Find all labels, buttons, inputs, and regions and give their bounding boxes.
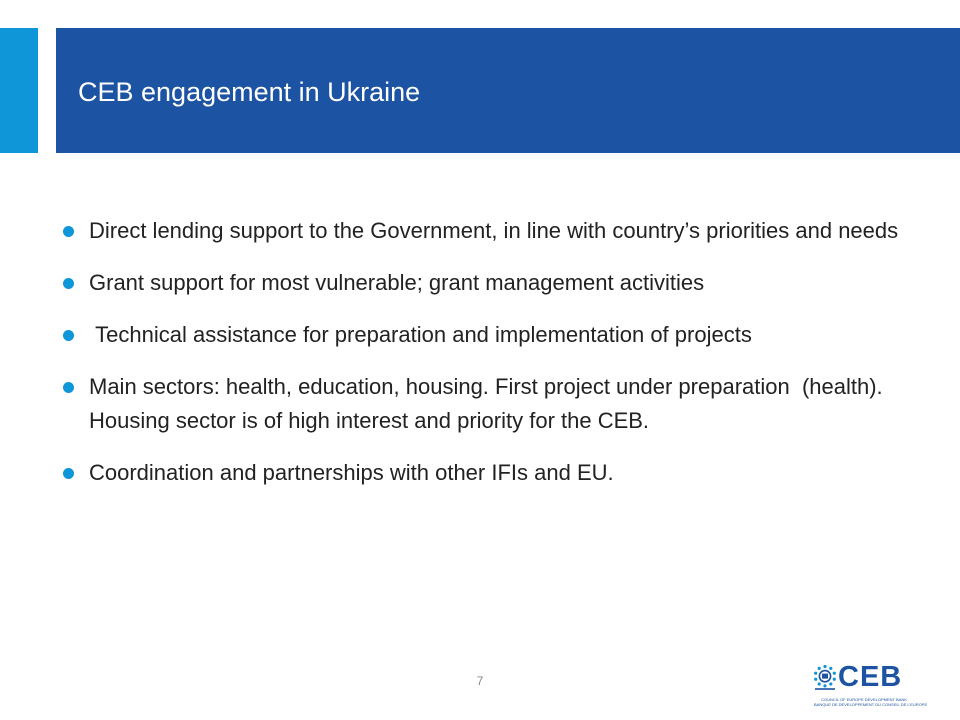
bullet-item xyxy=(62,318,922,352)
bullet-text: Technical assistance for preparation and implementation of projects xyxy=(89,322,752,347)
bullet-text: Grant support for most vulnerable; grant management activities xyxy=(89,270,705,295)
bullet-text: Main sectors: health, education, housing. First project under preparation (health). Housing sector is of high interest and priority for the CEB. xyxy=(89,374,889,433)
ceb-emblem-icon xyxy=(812,664,838,692)
bullet-dot-icon xyxy=(63,382,74,393)
page-number: 7 xyxy=(476,674,484,688)
title-banner xyxy=(56,28,960,153)
logo-wordmark: CEB xyxy=(838,661,903,693)
bullet-text: Direct lending support to the Government, in line with country’s priorities and needs xyxy=(89,218,899,243)
logo-subtitle-line1: COUNCIL OF EUROPE DEVELOPMENT BANK xyxy=(821,697,907,702)
ceb-logo xyxy=(812,661,928,710)
bullet-dot-icon xyxy=(63,330,74,341)
bullet-item xyxy=(62,370,922,438)
bullet-list xyxy=(62,214,922,508)
bullet-dot-icon xyxy=(63,226,74,237)
bullet-dot-icon xyxy=(63,278,74,289)
accent-bar xyxy=(0,28,38,153)
slide-title: CEB engagement in Ukraine xyxy=(78,77,421,107)
bullet-text: Coordination and partnerships with other IFIs and EU. xyxy=(89,460,614,485)
bullet-item xyxy=(62,456,922,490)
bullet-dot-icon xyxy=(63,468,74,479)
logo-subtitle-line2: BANQUE DE DÉVELOPPEMENT DU CONSEIL DE L’EUROPE xyxy=(814,702,928,707)
bullet-item xyxy=(62,266,922,300)
bullet-item xyxy=(62,214,922,248)
